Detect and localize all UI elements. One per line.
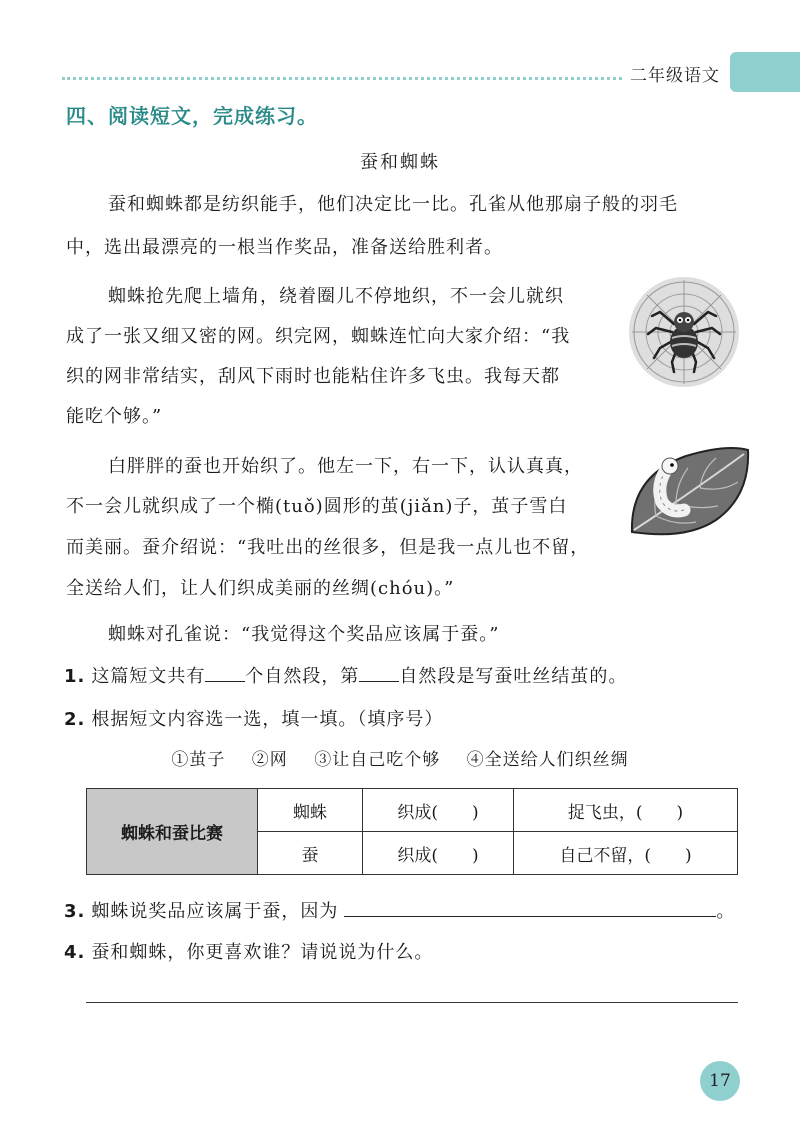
question-4 (64, 938, 433, 964)
table-cell-fill[interactable]: 自己不留，( ) (514, 832, 738, 875)
question-3-text: 蜘蛛说奖品应该属于蚕，因为 (91, 901, 339, 922)
table-cell-fill[interactable]: 捉飞虫，( ) (514, 789, 738, 832)
story-title: 蚕和蜘蛛 (360, 152, 440, 173)
subject-tab (620, 52, 800, 92)
answer-line[interactable] (86, 1002, 738, 1003)
section-title: 四、阅读短文，完成练习。 (66, 104, 318, 128)
story-line: 不一会儿就织成了一个椭(tuǒ)圆形的茧(jiǎn)子，茧子雪白 (66, 496, 568, 517)
option-4: ④全送给人们织丝绸 (466, 750, 629, 770)
question-number: 3. (64, 901, 86, 922)
story-line: 白胖胖的蚕也开始织了。他左一下，右一下，认认真真， (108, 456, 583, 477)
question-1-text-b: 个自然段，第 (245, 666, 360, 687)
question-3 (64, 897, 735, 923)
subject-tab-accent (730, 52, 800, 92)
option-3: ③让自己吃个够 (314, 750, 441, 770)
question-3-end: 。 (716, 901, 736, 922)
question-4-text: 蚕和蜘蛛，你更喜欢谁？请说说为什么。 (91, 942, 434, 963)
table-cell-who: 蜘蛛 (258, 789, 363, 832)
option-2: ②网 (251, 750, 288, 770)
table-header: 蜘蛛和蚕比赛 (87, 789, 258, 875)
story-line: 全送给人们，让人们织成美丽的丝绸(chóu)。” (66, 578, 455, 599)
table-cell-who: 蚕 (258, 832, 363, 875)
question-1 (64, 662, 627, 688)
question-number: 2. (64, 709, 86, 730)
comparison-table (86, 788, 738, 875)
question-1-text-c: 自然段是写蚕吐丝结茧的。 (399, 666, 628, 687)
subject-label: 二年级语文 (630, 66, 720, 86)
story-line: 蜘蛛抢先爬上墙角，绕着圈儿不停地织，不一会儿就织 (108, 286, 564, 307)
header-dotted-rule (62, 77, 622, 80)
question-number: 1. (64, 666, 86, 687)
paragraph-count-blank[interactable] (205, 667, 245, 682)
option-1: ①茧子 (171, 750, 226, 770)
table-cell-fill[interactable]: 织成( ) (363, 789, 514, 832)
story-line: 织的网非常结实，刮风下雨时也能粘住许多飞虫。我每天都 (66, 366, 560, 387)
story-line: 而美丽。蚕介绍说：“我吐出的丝很多，但是我一点儿也不留， (66, 537, 590, 558)
story-line: 成了一张又细又密的网。织完网，蜘蛛连忙向大家介绍：“我 (66, 326, 571, 347)
story-line: 蜘蛛对孔雀说：“我觉得这个奖品应该属于蚕。” (108, 624, 500, 645)
question-2-text: 根据短文内容选一选，填一填。（填序号） (91, 709, 444, 730)
story-line: 中，选出最漂亮的一根当作奖品，准备送给胜利者。 (66, 237, 503, 258)
question-2 (64, 705, 443, 731)
question-number: 4. (64, 942, 86, 963)
silkworm-leaf-illustration (626, 446, 752, 538)
paragraph-number-blank[interactable] (359, 667, 399, 682)
reason-blank[interactable] (344, 902, 716, 917)
story-line: 蚕和蜘蛛都是纺织能手，他们决定比一比。孔雀从他那扇子般的羽毛 (108, 194, 678, 215)
table-cell-fill[interactable]: 织成( ) (363, 832, 514, 875)
page-number: 17 (700, 1061, 740, 1101)
spider-web-illustration (628, 276, 740, 388)
story-line: 能吃个够。” (66, 406, 163, 427)
table-row (87, 789, 738, 832)
question-1-text-a: 这篇短文共有 (91, 666, 206, 687)
answer-options (0, 745, 800, 770)
